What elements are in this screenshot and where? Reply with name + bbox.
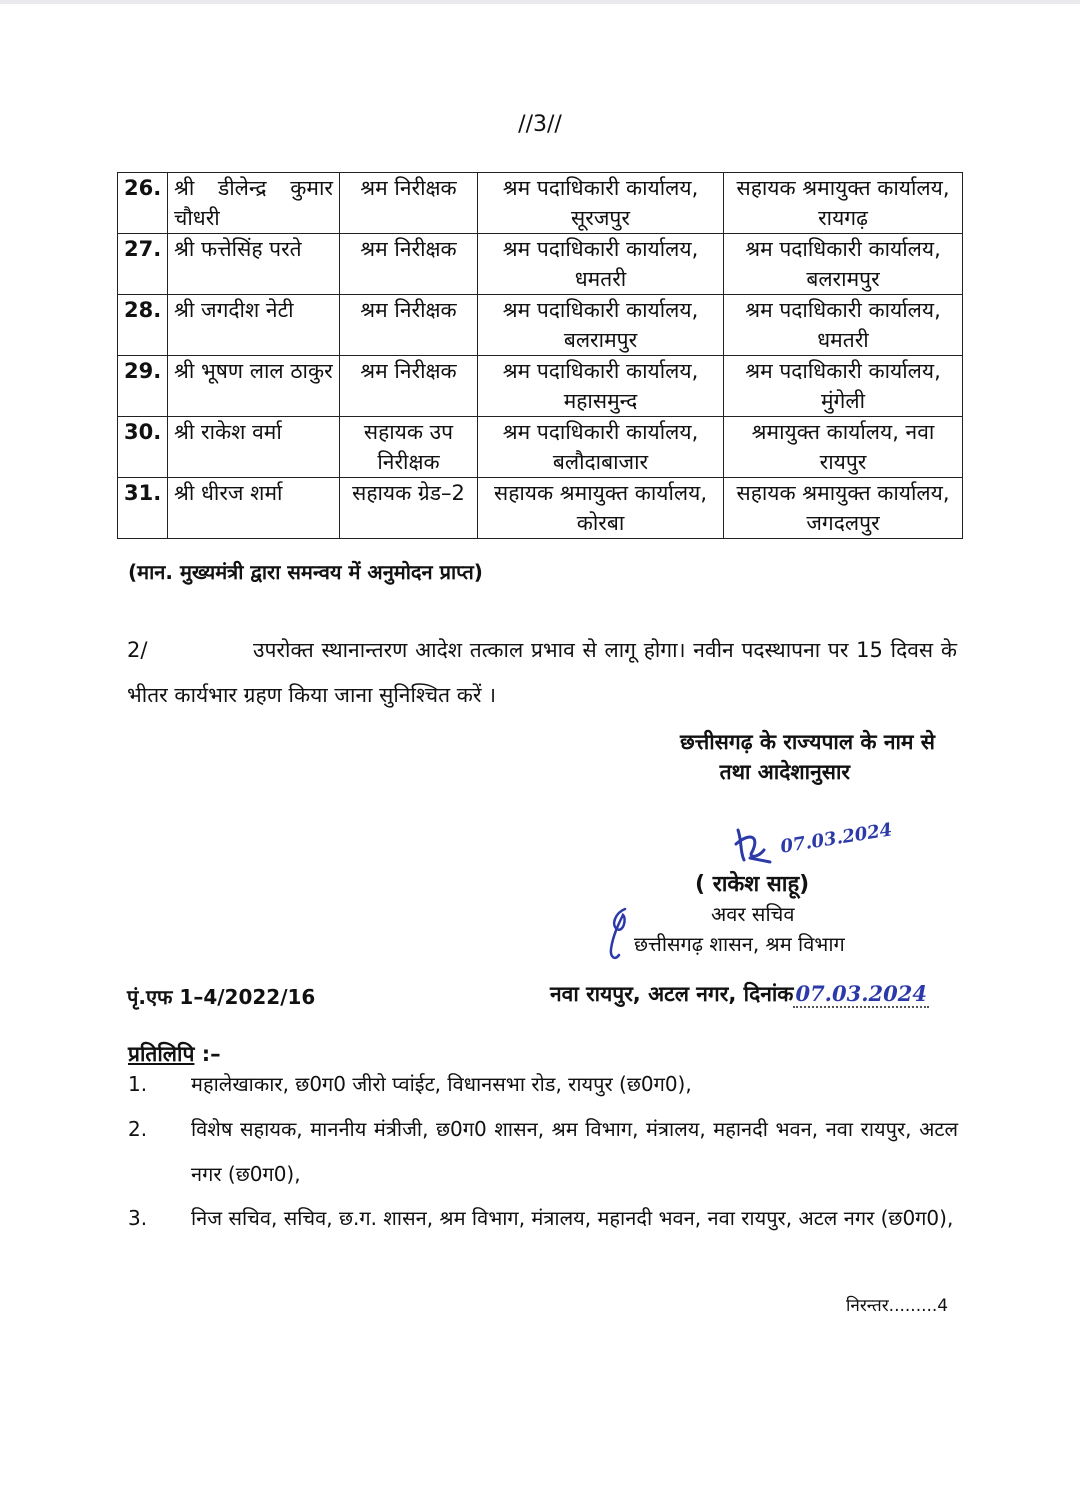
table-row: [118, 234, 963, 295]
copy-item-number: 3.: [128, 1206, 148, 1230]
copy-item-number: 2.: [128, 1117, 148, 1141]
place-date: [550, 980, 929, 1008]
officer-department: छत्तीसगढ़ शासन, श्रम विभाग: [634, 932, 845, 956]
from-office-cell: श्रम पदाधिकारी कार्यालय, सूरजपुर: [478, 173, 724, 234]
name-cell: श्री राकेश वर्मा: [168, 417, 340, 478]
from-office-cell: श्रम पदाधिकारी कार्यालय, महासमुन्द: [478, 356, 724, 417]
serial-cell: 28.: [118, 295, 168, 356]
copy-item: [128, 1196, 958, 1241]
table-row: [118, 173, 963, 234]
continued-note: निरन्तर.........4: [846, 1296, 949, 1316]
order-paragraph: [127, 628, 957, 718]
table-row: [118, 478, 963, 539]
governor-line-2: तथा आदेशानुसार: [719, 760, 850, 784]
serial-cell: 26.: [118, 173, 168, 234]
copy-title-suffix: :–: [194, 1042, 221, 1066]
from-office-cell: श्रम पदाधिकारी कार्यालय, बलरामपुर: [478, 295, 724, 356]
signature-date: 07.03.2024: [779, 819, 894, 858]
designation-cell: श्रम निरीक्षक: [340, 356, 478, 417]
officer-name: ( राकेश साहू): [695, 872, 810, 897]
name-cell: श्री धीरज शर्मा: [168, 478, 340, 539]
copy-item-text: निज सचिव, सचिव, छ.ग. शासन, श्रम विभाग, मंत्रालय, महानदी भवन, नवा रायपुर, अटल नगर (छ0ग0),: [191, 1206, 954, 1230]
from-office-cell: श्रम पदाधिकारी कार्यालय, धमतरी: [478, 234, 724, 295]
copy-item: [128, 1062, 958, 1107]
serial-cell: 30.: [118, 417, 168, 478]
place-date-label: नवा रायपुर, अटल नगर, दिनांक: [550, 982, 794, 1006]
table-row: [118, 417, 963, 478]
name-cell: श्री डीलेन्द्र कुमार चौधरी: [168, 173, 340, 234]
copy-item-text: विशेष सहायक, माननीय मंत्रीजी, छ0ग0 शासन, श्रम विभाग, मंत्रालय, महानदी भवन, नवा रायपुर, अटल नगर (छ0ग0),: [191, 1117, 958, 1186]
to-office-cell: श्रम पदाधिकारी कार्यालय, मुंगेली: [724, 356, 963, 417]
copy-item-text: महालेखाकार, छ0ग0 जीरो प्वांईट, विधानसभा रोड, रायपुर (छ0ग0),: [191, 1072, 692, 1096]
transfer-table: [117, 172, 963, 539]
from-office-cell: श्रम पदाधिकारी कार्यालय, बलौदाबाजार: [478, 417, 724, 478]
to-office-cell: श्रम पदाधिकारी कार्यालय, बलरामपुर: [724, 234, 963, 295]
table-row: [118, 295, 963, 356]
to-office-cell: सहायक श्रमायुक्त कार्यालय, जगदलपुर: [724, 478, 963, 539]
officer-designation: अवर सचिव: [711, 902, 795, 926]
page-number: //3//: [518, 112, 562, 137]
table-row: [118, 356, 963, 417]
designation-cell: सहायक ग्रेड–2: [340, 478, 478, 539]
approval-note: (मान. मुख्यमंत्री द्वारा समन्वय में अनुमोदन प्राप्त): [128, 560, 483, 584]
copy-item: [128, 1107, 958, 1197]
name-cell: श्री भूषण लाल ठाकुर: [168, 356, 340, 417]
governor-line-1: छत्तीसगढ़ के राज्यपाल के नाम से: [680, 730, 935, 754]
designation-cell: सहायक उप निरीक्षक: [340, 417, 478, 478]
to-office-cell: श्रम पदाधिकारी कार्यालय, धमतरी: [724, 295, 963, 356]
designation-cell: श्रम निरीक्षक: [340, 173, 478, 234]
para-number: 2/: [127, 638, 148, 662]
reference-number: पृं.एफ 1–4/2022/16: [127, 985, 316, 1009]
para-text: उपरोक्त स्थानान्तरण आदेश तत्काल प्रभाव से लागू होगा। नवीन पदस्थापना पर 15 दिवस के भीतर कार्यभार ग्रहण किया जाना सुनिश्चित करें ।: [127, 638, 957, 707]
to-office-cell: सहायक श्रमायुक्त कार्यालय, रायगढ़: [724, 173, 963, 234]
from-office-cell: सहायक श्रमायुक्त कार्यालय, कोरबा: [478, 478, 724, 539]
designation-cell: श्रम निरीक्षक: [340, 234, 478, 295]
designation-cell: श्रम निरीक्षक: [340, 295, 478, 356]
place-date-value: 07.03.2024: [795, 981, 927, 1006]
name-cell: श्री फत्तेसिंह परते: [168, 234, 340, 295]
to-office-cell: श्रमायुक्त कार्यालय, नवा रायपुर: [724, 417, 963, 478]
name-cell: श्री जगदीश नेटी: [168, 295, 340, 356]
copy-title-text: प्रतिलिपि: [128, 1042, 195, 1066]
top-edge: [0, 0, 1080, 4]
serial-cell: 29.: [118, 356, 168, 417]
serial-cell: 31.: [118, 478, 168, 539]
serial-cell: 27.: [118, 234, 168, 295]
copy-item-number: 1.: [128, 1072, 148, 1096]
initial-mark: [605, 905, 635, 965]
